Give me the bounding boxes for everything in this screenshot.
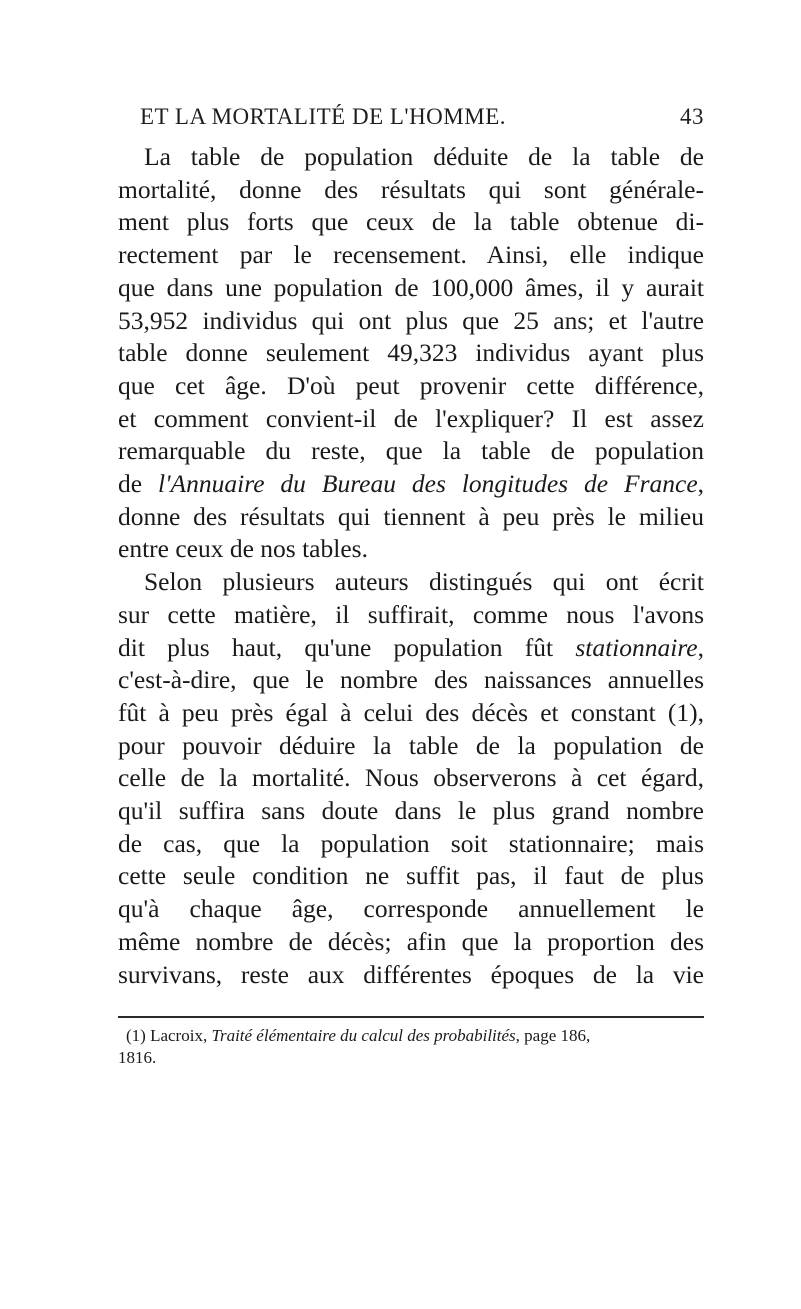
footnote-line (118, 1025, 704, 1047)
text-line: qu'à chaque âge, corresponde annuellement le (118, 894, 704, 924)
paragraph-1 (118, 141, 704, 566)
annuaire-title-italic: l'Annuaire du Bureau des longitudes de France (158, 469, 698, 499)
text-line: survivans, reste aux différentes époques de la vie (118, 959, 704, 989)
text-line: Selon plusieurs auteurs distingués qui ont écrit (144, 567, 704, 597)
text-line: rectement par le recensement. Ainsi, elle indique (118, 240, 704, 270)
text-line (118, 468, 704, 501)
footnote-title: Traité élémentaire du calcul des probabilités (211, 1026, 516, 1045)
text-line: de cas, que la population soit stationnaire; mais (118, 828, 704, 858)
text-line: ment plus forts que ceux de la table obtenue di- (118, 207, 704, 237)
text-line: La table de population déduite de la table de (144, 142, 704, 171)
stationnaire-italic: stationnaire (575, 632, 698, 662)
text-line: et comment convient-il de l'expliquer? Il est assez (118, 403, 704, 433)
text-line (118, 632, 704, 665)
text-line: donne des résultats qui tiennent à peu près le milieu (118, 501, 704, 531)
text-line: entre ceux de nos tables. (118, 534, 368, 564)
footnote-rule (118, 1016, 704, 1018)
paragraph-2 (118, 566, 704, 991)
text-line: cette seule condition ne suffit pas, il faut de plus (118, 861, 704, 891)
text-fragment: , (697, 469, 705, 499)
text-line: celle de la mortalité. Nous observerons à cet égard, (118, 763, 704, 793)
text-line: table donne seulement 49,323 individus ayant plus (118, 338, 704, 368)
text-line: que dans une population de 100,000 âmes, il y aurait (118, 272, 704, 302)
running-title: ET LA MORTALITÉ DE L'HOMME. (140, 104, 506, 129)
text-line: fût à peu près égal à celui des décès et constant (1), (118, 697, 704, 727)
text-line: c'est-à-dire, que le nombre des naissances annuelles (118, 665, 704, 695)
text-fragment: dit plus haut, qu'une population fût (118, 632, 554, 662)
footnote-marker: (1) (126, 1026, 146, 1045)
text-line: pour pouvoir déduire la table de la population de (118, 730, 704, 760)
page-number: 43 (680, 104, 704, 129)
footnote-page-ref: , page 186, (515, 1026, 591, 1045)
footnote-author: Lacroix, (150, 1026, 208, 1045)
text-line: que cet âge. D'où peut provenir cette différence, (118, 370, 704, 400)
text-line: même nombre de décès; afin que la proportion des (118, 926, 704, 956)
text-line: sur cette matière, il suffirait, comme nous l'avons (118, 599, 704, 629)
text-line: 53,952 individus qui ont plus que 25 ans; et l'autre (118, 305, 704, 335)
body-text (118, 141, 704, 991)
text-line: remarquable du reste, que la table de population (118, 436, 704, 466)
footnote (118, 1025, 704, 1069)
text-fragment: , (697, 632, 704, 662)
text-fragment: de (118, 469, 143, 499)
text-line: mortalité, donne des résultats qui sont générale- (118, 174, 704, 204)
text-line: qu'il suffira sans doute dans le plus grand nombre (118, 796, 704, 826)
running-head (118, 100, 704, 136)
footnote-year: 1816. (118, 1048, 157, 1067)
